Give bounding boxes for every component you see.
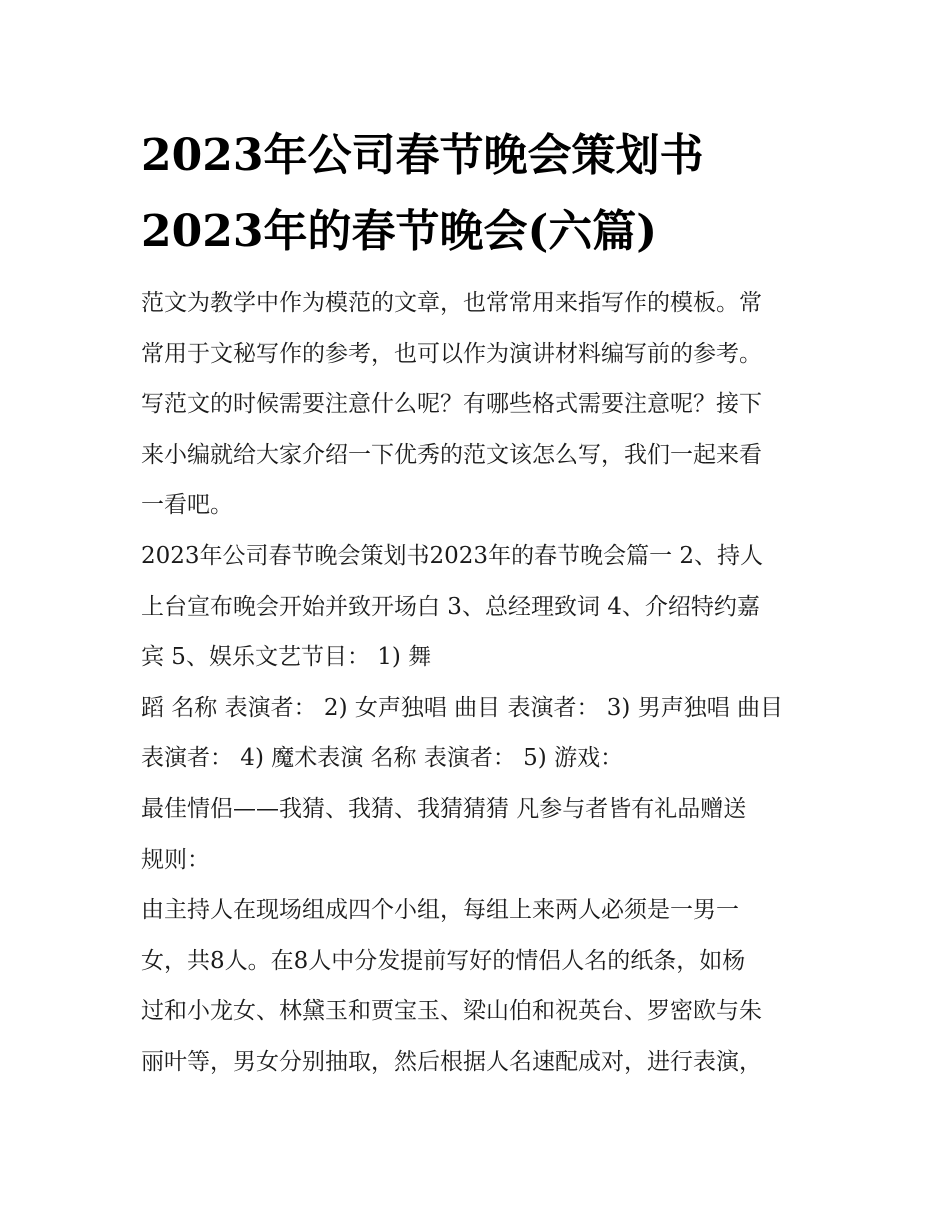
body-line: 丽叶等，男女分别抽取，然后根据人名速配成对，进行表演， bbox=[141, 1048, 762, 1075]
body-line: 规则： bbox=[141, 846, 210, 873]
body-line: 宾 5、娱乐文艺节目： 1) 舞 bbox=[141, 644, 432, 671]
body-line: 来小编就给大家介绍一下优秀的范文该怎么写，我们一起来看 bbox=[141, 441, 762, 468]
document-title bbox=[141, 118, 821, 270]
title-line-1: 2023年公司春节晚会策划书 bbox=[141, 130, 704, 181]
title-line-2: 2023年的春节晚会(六篇) bbox=[141, 206, 658, 257]
body-line: 2023年公司春节晚会策划书2023年的春节晚会篇一 2、持人 bbox=[141, 542, 764, 569]
body-line: 蹈 名称 表演者： 2) 女声独唱 曲目 表演者： 3) 男声独唱 曲目 bbox=[141, 694, 784, 721]
body-line: 范文为教学中作为模范的文章，也常常用来指写作的模板。常 bbox=[141, 290, 762, 316]
body-line: 女，共8人。在8人中分发提前写好的情侣人名的纸条，如杨 bbox=[141, 947, 746, 974]
body-line: 写范文的时候需要注意什么呢？有哪些格式需要注意呢？接下 bbox=[141, 391, 762, 418]
body-line: 由主持人在现场组成四个小组，每组上来两人必须是一男一 bbox=[141, 897, 739, 924]
body-line: 最佳情侣——我猜、我猜、我猜猜猜 凡参与者皆有礼品赠送 bbox=[141, 795, 747, 822]
body-line: 过和小龙女、林黛玉和贾宝玉、梁山伯和祝英台、罗密欧与朱 bbox=[141, 998, 762, 1025]
body-line: 表演者： 4) 魔术表演 名称 表演者： 5) 游戏： bbox=[141, 745, 624, 772]
document-page bbox=[141, 118, 821, 1088]
body-line: 上台宣布晚会开始并致开场白 3、总经理致词 4、介绍特约嘉 bbox=[141, 593, 760, 620]
body-line: 一看吧。 bbox=[141, 492, 233, 519]
document-body bbox=[141, 278, 821, 1088]
body-line: 常用于文秘写作的参考，也可以作为演讲材料编写前的参考。 bbox=[141, 340, 762, 367]
